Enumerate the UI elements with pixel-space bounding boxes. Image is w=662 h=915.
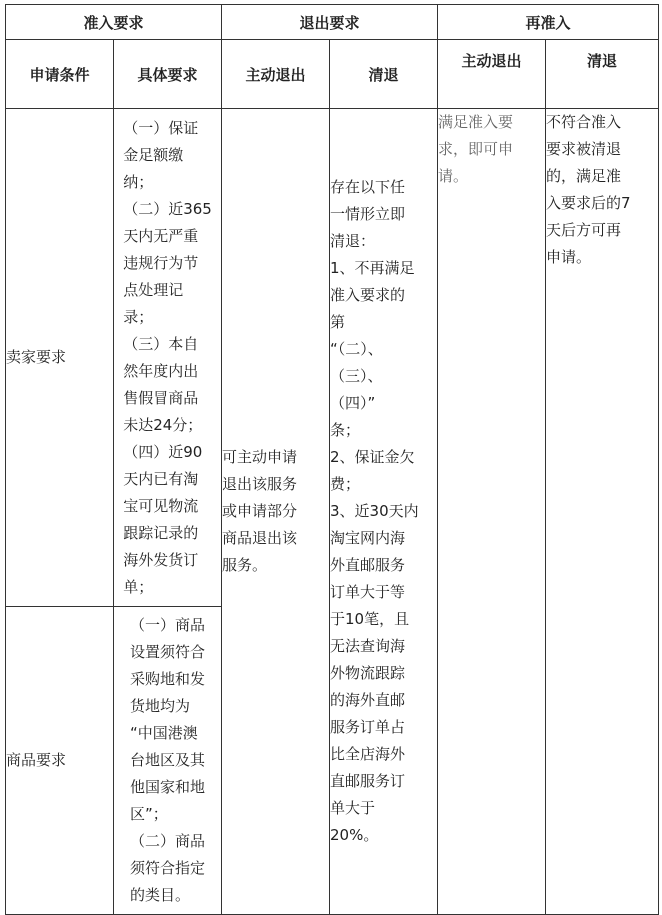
clearance-header: 清退 — [330, 40, 438, 109]
clearance-text: 存在以下任 一情形立即 清退： 1、不再满足 准入要求的 第 “（二）、 （三）、 （四）” 条； 2、保证金欠 费； 3、近30天内 淘宝网内海 外直邮服务 订单大于等 于10笔，且 无法查询海 外物流跟踪 的海外直邮 服务订单占 比全店海外 直邮服务订 单大于 20%。 — [330, 178, 419, 844]
voluntary-exit-cell — [222, 109, 330, 915]
admission-header: 准入要求 — [6, 5, 222, 40]
voluntary-exit-header: 主动退出 — [222, 40, 330, 109]
clearance-cell — [330, 109, 438, 915]
seller-condition-cell — [6, 109, 114, 607]
requirement-header: 具体要求 — [114, 40, 222, 109]
re-voluntary-cell — [438, 109, 546, 915]
re-clearance-text: 不符合准入 要求被清退 的，满足准 入要求后的7 天后方可再 申请。 — [546, 113, 631, 266]
re-voluntary-header: 主动退出 — [438, 40, 546, 109]
table-row — [6, 109, 659, 607]
header-row-2 — [6, 40, 659, 109]
header-row-1 — [6, 5, 659, 40]
seller-requirement: （一）保证 金足额缴 纳； （二）近365 天内无严重 违规行为节 点处理记 录； （三）本自 然年度内出 售假冒商品 未达24分； （四）近90 天内已有淘 宝可见物流 跟踪记录的 海外发货订 单； — [123, 118, 212, 596]
condition-header: 申请条件 — [6, 40, 114, 109]
readmission-header: 再准入 — [438, 5, 659, 40]
product-condition: 商品要求 — [6, 751, 67, 769]
product-condition-cell — [6, 607, 114, 915]
product-requirement-cell — [114, 607, 222, 915]
exit-header: 退出要求 — [222, 5, 438, 40]
rules-table — [5, 4, 659, 915]
seller-condition: 卖家要求 — [6, 348, 67, 366]
product-requirement: （一）商品 设置须符合 采购地和发 货地均为 “中国港澳 台地区及其 他国家和地 区”； （二）商品 须符合指定 的类目。 — [130, 616, 206, 904]
voluntary-exit-text: 可主动申请 退出该服务 或申请部分 商品退出该 服务。 — [222, 448, 298, 574]
re-clearance-cell — [546, 109, 659, 915]
re-clearance-header: 清退 — [546, 40, 659, 109]
seller-requirement-cell — [114, 109, 222, 607]
re-voluntary-text: 满足准入要 求，即可申 请。 — [438, 113, 514, 185]
